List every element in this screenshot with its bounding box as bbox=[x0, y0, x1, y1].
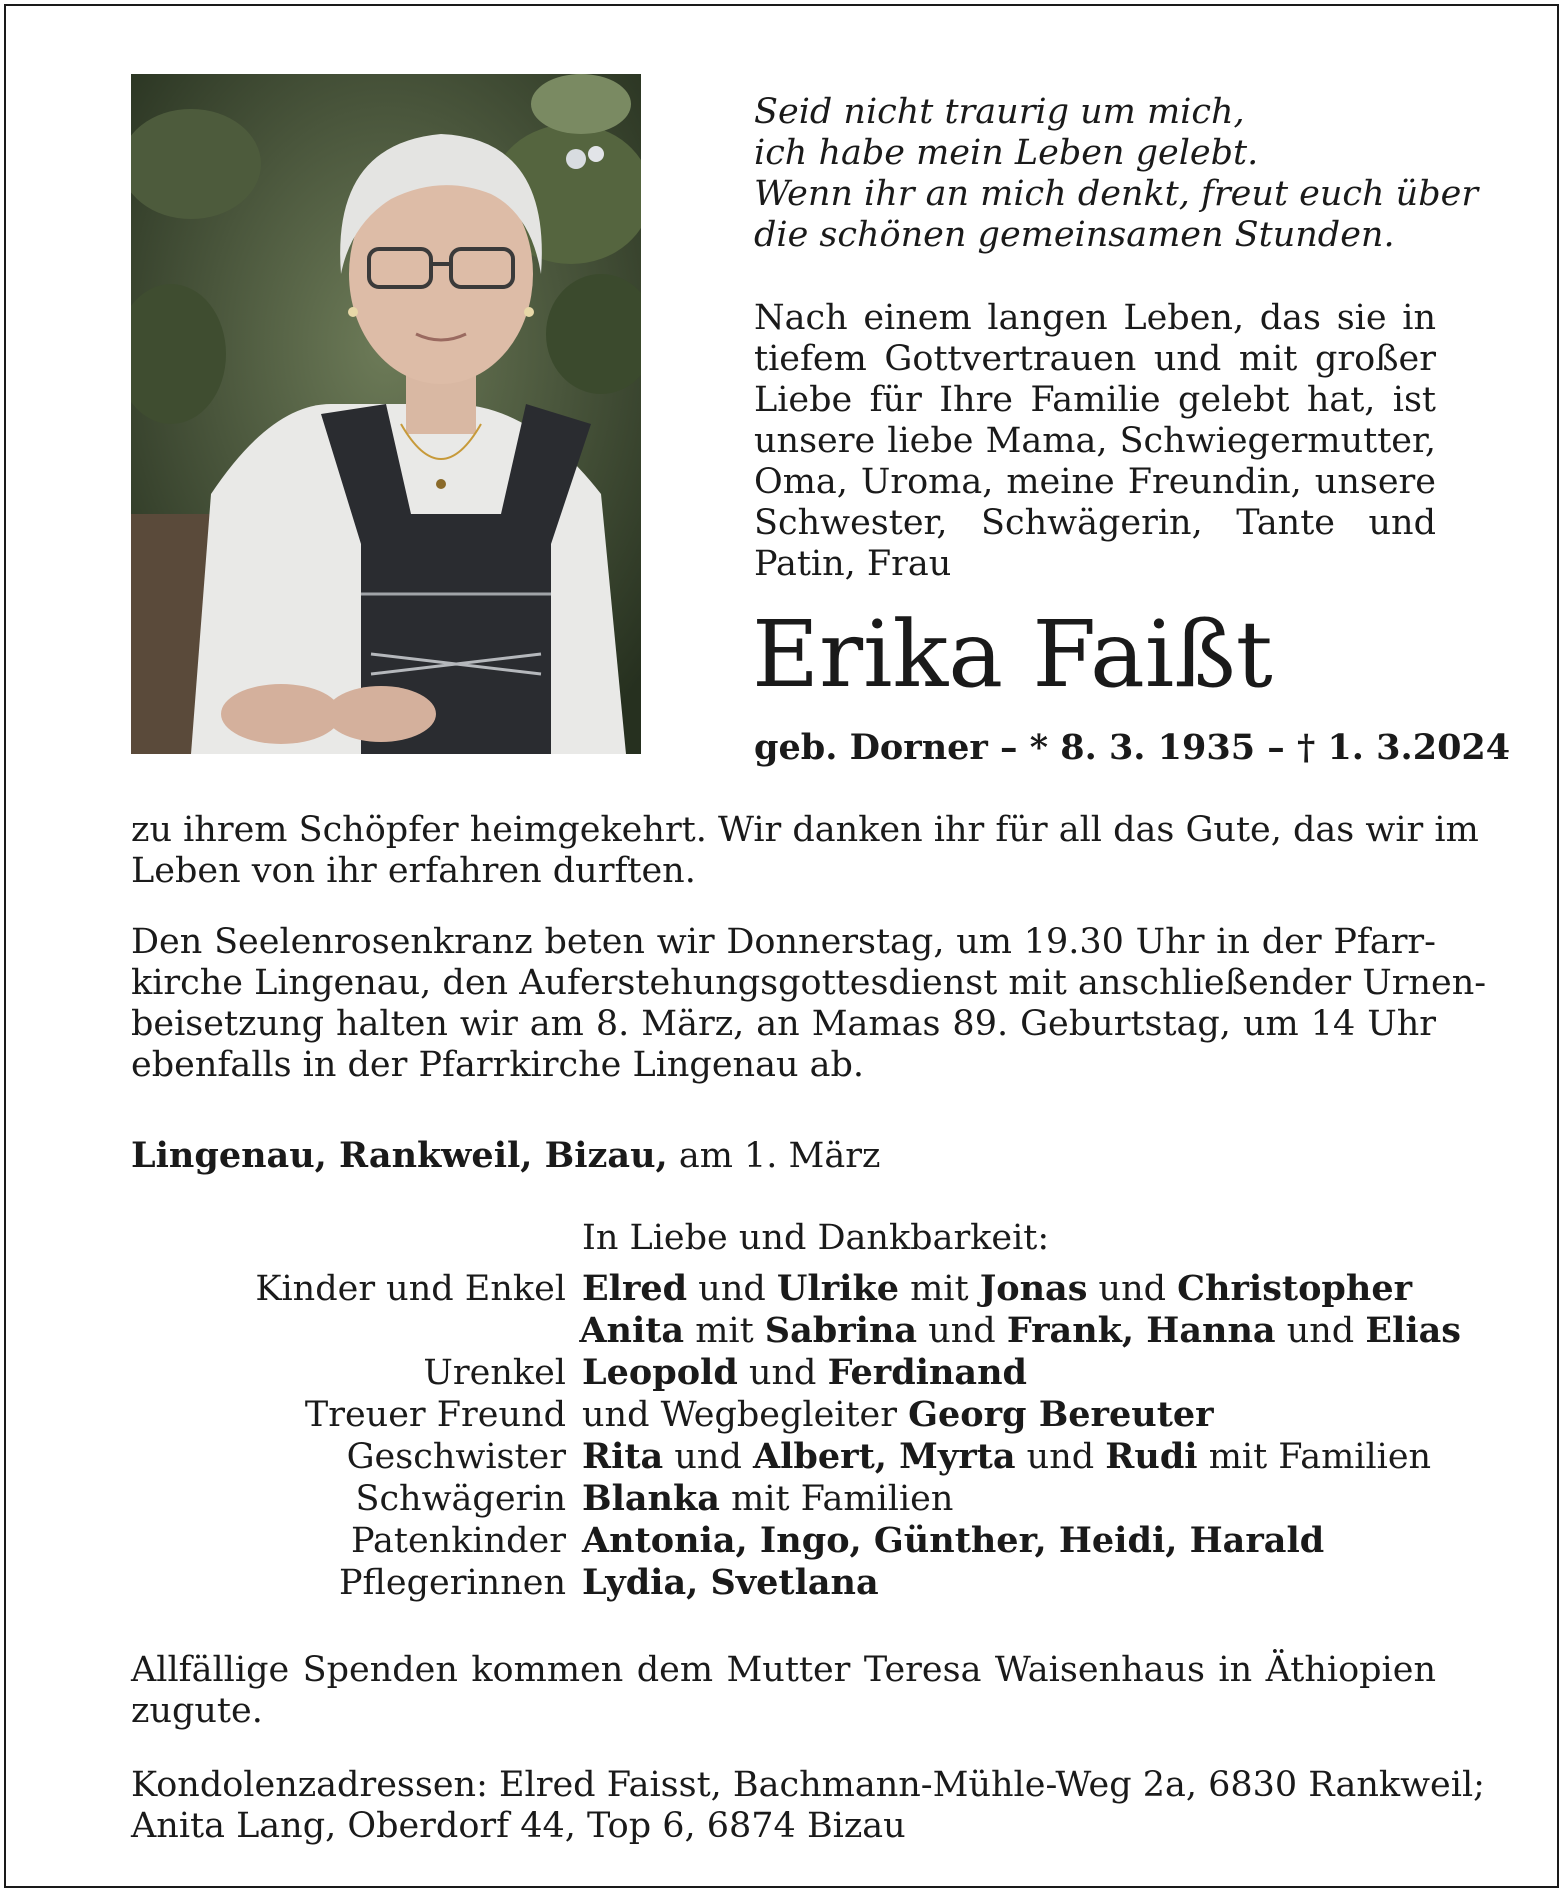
service-line: kirche Lingenau, den Auferstehungsgottesdienst mit anschließender Urnen- bbox=[131, 963, 1487, 1003]
mourner-name: Antonia, Ingo, Günther, Heidi, Harald bbox=[582, 1520, 1325, 1561]
mourner-role: Kinder und Enkel bbox=[255, 1269, 566, 1309]
deceased-name: Erika Faißt bbox=[752, 601, 1273, 708]
mourner-name: Lydia, Svetlana bbox=[582, 1562, 879, 1603]
love-line: In Liebe und Dankbarkeit: bbox=[582, 1218, 1050, 1258]
service-paragraph bbox=[131, 922, 1487, 1086]
places-towns: Lingenau, Rankweil, Bizau, bbox=[131, 1135, 668, 1176]
portrait-photo bbox=[131, 74, 641, 754]
thanks-line: zu ihrem Schöpfer heimgekehrt. Wir danken ihr für all das Gute, das wir im bbox=[131, 810, 1479, 850]
mourner-row bbox=[131, 1562, 1461, 1604]
mourner-name: Rudi bbox=[1105, 1436, 1198, 1477]
service-line: Den Seelenrosenkranz beten wir Donnerstag, um 19.30 Uhr in der Pfarr- bbox=[131, 922, 1436, 962]
mourner-row bbox=[131, 1352, 1461, 1394]
thanks-line: Leben von ihr erfahren durften. bbox=[131, 851, 696, 891]
donation-paragraph bbox=[131, 1650, 1436, 1732]
mourner-name: Blanka bbox=[582, 1478, 720, 1519]
connector-text: und Wegbegleiter bbox=[582, 1395, 909, 1435]
service-line: ebenfalls in der Pfarrkirche Lingenau ab. bbox=[131, 1045, 865, 1085]
mourner-name: Georg Bereuter bbox=[908, 1394, 1214, 1435]
condolence-paragraph bbox=[131, 1765, 1485, 1847]
connector-text: und bbox=[1275, 1311, 1366, 1351]
mourner-name: Anita bbox=[579, 1310, 685, 1351]
connector-text: und bbox=[663, 1437, 753, 1477]
mourner-role: Pflegerinnen bbox=[339, 1563, 566, 1603]
service-line: beisetzung halten wir am 8. März, an Mamas 89. Geburtstag, um 14 Uhr bbox=[131, 1004, 1436, 1044]
mourner-name: Rita bbox=[582, 1436, 664, 1477]
poem-line: Seid nicht traurig um mich, bbox=[754, 92, 1245, 132]
mourner-name: Albert, Myrta bbox=[752, 1436, 1016, 1477]
mourner-names bbox=[579, 1310, 1461, 1352]
mourner-row bbox=[131, 1268, 1461, 1310]
mourner-name: Christopher bbox=[1177, 1268, 1413, 1309]
condolence-line: Anita Lang, Oberdorf 44, Top 6, 6874 Bizau bbox=[131, 1806, 906, 1846]
mourner-name: Ulrike bbox=[776, 1268, 899, 1309]
mourner-name: Ferdinand bbox=[827, 1352, 1028, 1393]
poem-line: ich habe mein Leben gelebt. bbox=[754, 133, 1259, 173]
mourner-names bbox=[582, 1436, 1431, 1478]
places-date bbox=[131, 1135, 880, 1177]
mourner-role: Urenkel bbox=[423, 1353, 566, 1393]
connector-text: mit bbox=[684, 1311, 765, 1351]
mourner-row bbox=[131, 1520, 1461, 1562]
mourner-row bbox=[131, 1394, 1461, 1436]
mourner-names bbox=[582, 1268, 1412, 1310]
mourner-name: Leopold bbox=[582, 1352, 738, 1393]
mourner-role: Patenkinder bbox=[351, 1521, 566, 1561]
connector-text: und bbox=[1087, 1269, 1178, 1309]
condolence-line: Kondolenzadressen: Elred Faisst, Bachmann-Mühle-Weg 2a, 6830 Rankweil; bbox=[131, 1765, 1485, 1805]
intro-line: Schwester, Schwägerin, Tante und bbox=[754, 503, 1436, 543]
connector-text: und bbox=[917, 1311, 1007, 1351]
mourners-list bbox=[131, 1268, 1461, 1604]
poem-line: Wenn ihr an mich denkt, freut euch über bbox=[754, 174, 1479, 214]
mourner-names bbox=[582, 1478, 953, 1520]
connector-text: und bbox=[737, 1353, 828, 1393]
intro-line: Patin, Frau bbox=[754, 544, 952, 584]
mourner-names bbox=[582, 1394, 1214, 1436]
connector-text: und bbox=[687, 1269, 777, 1309]
mourner-names bbox=[582, 1520, 1324, 1562]
donation-line: Allfällige Spenden kommen dem Mutter Teresa Waisenhaus in Äthiopien bbox=[131, 1650, 1436, 1690]
poem-line: die schönen gemeinsamen Stunden. bbox=[754, 215, 1395, 255]
mourner-name: Elias bbox=[1365, 1310, 1461, 1351]
mourner-row bbox=[131, 1310, 1461, 1352]
thanks-paragraph bbox=[131, 810, 1479, 892]
mourner-name: Elred bbox=[582, 1268, 688, 1309]
mourner-role: Geschwister bbox=[346, 1437, 566, 1477]
intro-line: unsere liebe Mama, Schwiegermutter, bbox=[754, 421, 1436, 461]
portrait-illustration bbox=[131, 74, 641, 754]
mourner-role bbox=[131, 1310, 579, 1352]
mourner-name: Frank, Hanna bbox=[1006, 1310, 1276, 1351]
poem bbox=[754, 92, 1479, 256]
connector-text: mit Familien bbox=[719, 1479, 954, 1519]
intro-line: Nach einem langen Leben, das sie in bbox=[754, 298, 1436, 338]
mourner-row bbox=[131, 1478, 1461, 1520]
places-date-text: am 1. März bbox=[667, 1136, 881, 1176]
intro-paragraph bbox=[754, 298, 1436, 585]
connector-text: und bbox=[1015, 1437, 1106, 1477]
connector-text: mit Familien bbox=[1197, 1437, 1432, 1477]
donation-line: zugute. bbox=[131, 1691, 263, 1731]
birth-death-line: geb. Dorner – * 8. 3. 1935 – † 1. 3.2024 bbox=[754, 727, 1511, 768]
intro-line: tiefem Gottvertrauen und mit großer bbox=[754, 339, 1436, 379]
intro-line: Liebe für Ihre Familie gelebt hat, ist bbox=[754, 380, 1436, 420]
mourner-name: Sabrina bbox=[764, 1310, 918, 1351]
mourner-row bbox=[131, 1436, 1461, 1478]
connector-text: mit bbox=[898, 1269, 980, 1309]
intro-line: Oma, Uroma, meine Freundin, unsere bbox=[754, 462, 1436, 502]
mourner-name: Jonas bbox=[979, 1268, 1088, 1309]
mourner-names bbox=[582, 1352, 1027, 1394]
mourner-role: Treuer Freund bbox=[304, 1395, 566, 1435]
mourner-names bbox=[582, 1562, 879, 1604]
mourner-role: Schwägerin bbox=[355, 1479, 566, 1519]
